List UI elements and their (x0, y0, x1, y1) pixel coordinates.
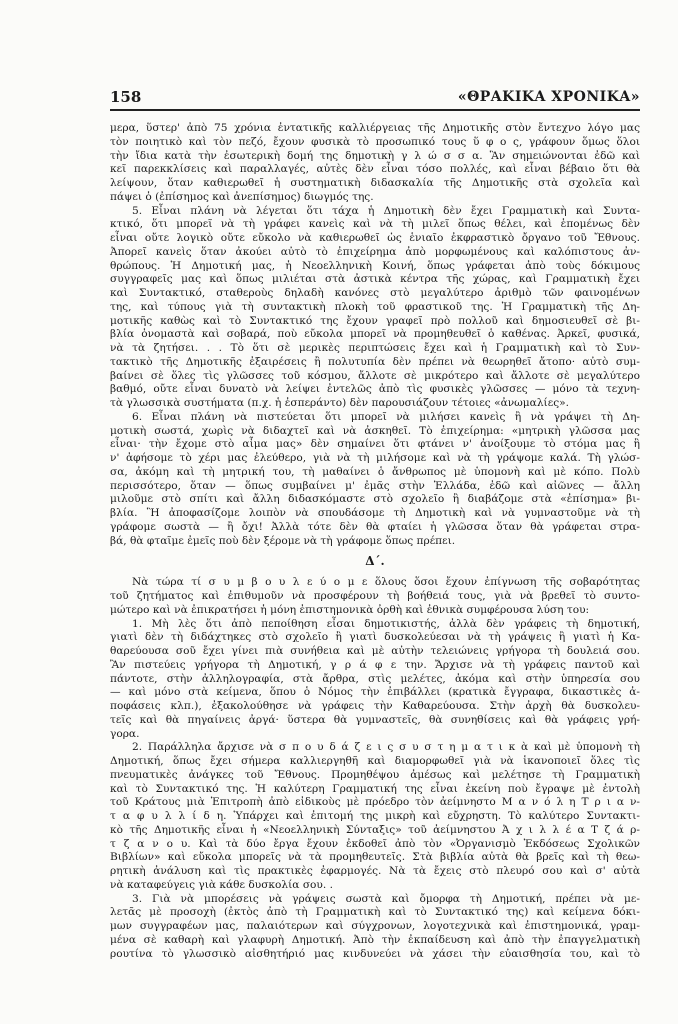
article-body (110, 122, 640, 961)
text-line: Βιβλίων» καὶ εὔκολα μπορεῖς νὰ τὰ προμηθευτεῖς. Στὰ βιβλία αὐτὰ θὰ βρεῖς καὶ τὴ θεω- (110, 851, 640, 864)
text-line: λείψουν, ὅταν καθιερωθεῖ ἡ συστηματικὴ διδασκαλία τῆς Δημοτικῆς στὰ σχολεῖα καὶ (110, 177, 640, 189)
text-line: γιατὶ δὲν τὴ διδάχτηκες στὸ σχολεῖο ἢ γιατὶ δυσκολεύεσαι νὰ τὴ γράψεις ἢ γιατὶ ἡ Κα- (110, 631, 640, 644)
text-line: πνευματικὲς ἀνάγκες τοῦ Ἔθνους. Προμηθέψου ἀμέσως καὶ μελέτησε τὴ Γραμματικὴ (110, 768, 640, 781)
text-line: βαίνει σὲ ὅλες τὶς γλῶσσες τοῦ κόσμου, ἄλλοτε σὲ μικρότερο καὶ ἄλλοτε σὲ μεγαλύτερο (110, 369, 640, 382)
text-line: σα, ἀκόμη καὶ τὴ μητρική του, τὴ μαθαίνει ὁ ἄνθρωπος μὲ ὑπομονὴ καὶ μὲ κόπο. Πολὺ (110, 465, 640, 478)
text-line: ρουτίνα τὸ γλωσσικὸ αἰσθητήριό μας κινδυνεύει νὰ χάσει τὴν εὐαισθησία του, καὶ τὸ (110, 947, 640, 960)
text-line: Ἂν πιστεύεις γρήγορα τὴ Δημοτική, γ ρ ά φ ε την. Ἄρχισε νὰ τὴ γράφεις παντοῦ καὶ (110, 658, 640, 671)
text-line: γορα. (110, 727, 140, 740)
text-line: Νὰ τώρα τί σ υ μ β ο υ λ ε ύ ο μ ε ὅλους ὅσοι ἔχουν ἐπίγνωση τῆς σοβαρότητας (132, 576, 640, 589)
text-line: τὰ γλωσσικὰ συστήματα (π.χ. ἡ ἐσπεράντο) δὲν παρουσιάζουν τέτοιες «ἀνωμαλίες». (110, 397, 569, 409)
text-line: λετᾶς μὲ προσοχὴ (ἐκτὸς ἀπὸ τὴ Γραμματικὴ καὶ τὸ Συντακτικό της) καὶ κείμενα δόκι- (110, 906, 640, 919)
text-line: Ἀπορεῖ κανεὶς ὅταν ἀκούει αὐτὸ τὸ ἐπιχείρημα ἀπὸ μορφωμένους καὶ καλόπιστους ἀν- (110, 245, 640, 258)
text-line: τὴν ἴδια κατὰ τὴν ἐσωτερικὴ δομή της δημοτικὴ γ λ ώ σ σ α. Ἂν σημειώνονται ἐδῶ καὶ (110, 149, 640, 162)
text-line: τοῦ Κράτους μιὰ Ἐπιτροπὴ ἀπὸ εἰδικοὺς μὲ πρόεδρο τὸν ἀείμνηστο Μ α ν ό λ η Τ ρ ι α ν- (110, 796, 640, 809)
text-line: περισσότερο, ὅταν — ὅπως συμβαίνει μ' ἐμᾶς στὴν Ἑλλάδα, ἐδῶ καὶ αἰῶνες — ἄλλη (110, 479, 640, 492)
text-line: καὶ τὸ Συντακτικό της. Ἡ καλύτερη Γραμματική της εἶναι ἐκείνη ποὺ ἔγραψε μὲ ἐντολὴ (110, 782, 640, 795)
text-line: τακτικὸ τῆς Δημοτικῆς ἐξαιρέσεις ἢ πολυτυπία δὲν πρέπει νὰ θεωρηθεῖ ἄτοπο· αὐτὸ συμ- (110, 355, 640, 368)
text-line: βλία ὀνομαστὰ καὶ σοβαρά, ποὺ εὔκολα μπορεῖ νὰ προμηθευθεῖ ὁ καθένας. Ἀρκεῖ, φυσικά, (110, 328, 640, 341)
text-line: ποφάσεις κλπ.), ἐξακολούθησε νὰ γράφεις τὴν Καθαρεύουσα. Στὴν ἀρχὴ θὰ δυσκολευ- (110, 700, 640, 712)
text-line: εἶναι· τὴν ἔχομε στὸ αἷμα μας» δὲν σημαίνει ὅτι φτάνει ν' ἀνοίξουμε τὸ στόμα μας ἢ (110, 438, 640, 451)
paragraph (110, 893, 640, 962)
text-line: θρώπους. Ἡ Δημοτική μας, ἡ Νεοελληνικὴ Κοινή, ὅπως γράφεται ἀπὸ τοὺς δόκιμους (110, 259, 640, 272)
paragraph (110, 411, 640, 549)
text-line: νὰ καταφεύγεις γιὰ κάθε δυσκολία σου. . (110, 878, 333, 891)
text-line: βαθμό, οὔτε εἶναι δυνατὸ νὰ λείψει ἐντελῶς ἀπὸ τὶς φυσικὲς γλῶσσες — μόνο τὰ τεχνη- (110, 383, 640, 396)
text-line: γράφομε σωστὰ — ἢ ὄχι! Ἀλλὰ τότε δὲν θὰ φταίει ἡ γλῶσσα ὅταν θὰ γράφεται στρα- (110, 520, 640, 533)
text-line: τ ζ α ν ο υ. Καὶ τὰ δύο ἔργα ἔχουν ἐκδοθεῖ ἀπὸ τὸν «Ὀργανισμὸ Ἐκδόσεως Σχολικῶν (110, 837, 640, 850)
paragraph (110, 618, 640, 742)
text-line: μιλοῦμε στὸ σπίτι καὶ ἄλλη διδασκόμαστε στὸ σχολεῖο ἢ διαβάζομε στὰ «ἐπίσημα» βι- (110, 493, 640, 506)
text-line: μένα σὲ καθαρὴ καὶ γλαφυρὴ Δημοτική. Ἀπὸ τὴν ἐκπαίδευση καὶ ἀπὸ τὴν ἐπαγγελματικὴ (110, 933, 640, 946)
text-line: 3. Γιὰ νὰ μπορέσεις νὰ γράψεις σωστὰ καὶ ὄμορφα τὴ Δημοτική, πρέπει νὰ με- (132, 892, 640, 905)
paragraph (110, 741, 640, 892)
page-number: 158 (110, 88, 142, 106)
text-line: κεῖ παρεκκλίσεις καὶ παραλλαγές, αὐτὲς δὲν εἶναι τόσο πολλές, καὶ εἶναι βέβαιο ὅτι θὰ (110, 163, 640, 176)
text-line: πάντοτε, στὴν ἀλληλογραφία, στὰ ἄρθρα, στὶς μελέτες, ἀκόμα καὶ στὴν ὑπηρεσία σου (110, 672, 640, 685)
text-line: μοτικῆς καθὼς καὶ τὸ Συντακτικό της ἔχουν γραφεῖ πρὸ πολλοῦ καὶ δημοσιευθεῖ σὲ βι- (110, 314, 640, 327)
text-line: νὰ τὰ ζητήσει. . . Τὸ ὅτι σὲ μερικὲς περιπτώσεις ἔχει καὶ ἡ Γραμματικὴ καὶ τὸ Συν- (110, 342, 640, 354)
text-line: θαρεύουσα σοῦ ἔχει γίνει πιὰ συνήθεια καὶ μὲ αὐτὴν τελειώνεις γρήγορα τὴ δουλειά σου. (110, 645, 640, 657)
text-line: 2. Παράλληλα ἄρχισε νὰ σ π ο υ δ ά ζ ε ι ς σ υ σ τ η μ α τ ι κ ὰ καὶ μὲ ὑπομονὴ τὴ (132, 741, 640, 754)
text-line: καὶ Συντακτικό, σταθεροὺς δηλαδὴ κανόνες στὸ μεγαλύτερο ἀριθμὸ τῶν φαινομένων (110, 287, 640, 299)
text-line: 1. Μὴ λὲς ὅτι ἀπὸ πεποίθηση εἶσαι δημοτικιστής, ἀλλὰ δὲν γράφεις τὴ δημοτική, (132, 617, 640, 630)
text-line: κτικό, ὅτι μπορεῖ νὰ τὴ γράφει κανεὶς καὶ νὰ τὴ μιλεῖ ὅπως θέλει, καὶ ἑπομένως δὲν (110, 218, 640, 231)
text-line: εἶναι οὔτε λογικὸ οὔτε εὔκολο νὰ καθιερωθεῖ ὡς ἑνιαῖο ἐκφραστικὸ ὄργανο τοῦ Ἔθνους. (110, 232, 640, 244)
text-line: μων συγγραφέων μας, παλαιότερων καὶ σύγχρονων, λογοτεχνικὰ καὶ ἐπιστημονικά, γραμ- (110, 920, 640, 932)
text-line: πάψει ὁ (ἐπίσημος καὶ ἀνεπίσημος) διωγμός της. (110, 190, 374, 203)
text-line: κὸ τῆς Δημοτικῆς εἶναι ἡ «Νεοελληνικὴ Σύνταξις» τοῦ ἀείμνηστου Ἀ χ ι λ λ έ α Τ ζ ά ρ- (110, 823, 640, 836)
text-line: 5. Εἶναι πλάνη νὰ λέγεται ὅτι τάχα ἡ Δημοτικὴ δὲν ἔχει Γραμματικὴ καὶ Συντα- (132, 204, 640, 217)
paragraph (110, 122, 640, 205)
paragraph (110, 576, 640, 617)
text-line: της, καὶ τύπους γιὰ τὴ συντακτικὴ πλοκὴ τοῦ φραστικοῦ της. Ἡ Γραμματικὴ τῆς Δη- (110, 300, 640, 313)
text-line: ρητικὴ ἀνάλυση καὶ τὶς πρακτικὲς ἐφαρμογές. Νὰ τὰ ἔχεις στὸ πλευρό σου καὶ σ' αὐτὰ (110, 865, 640, 877)
running-header (110, 88, 640, 106)
text-line: τεῖς καὶ θὰ πηγαίνεις ἀργά· ὕστερα θὰ γυμναστεῖς, θὰ συνηθίσεις καὶ θὰ γράφεις γρή- (110, 713, 640, 726)
text-line: τὸν ποιητικὸ καὶ τὸν πεζό, ἔχουν φυσικὰ τὸ προσωπικό τους ὕ φ ο ς, γράφουν ὅμως ὅλοι (110, 135, 640, 148)
text-line: βλία. Ἢ ἀποφασίζομε λοιπὸν νὰ σπουδάσομε τὴ Δημοτικὴ καὶ νὰ γυμναστοῦμε νὰ τὴ (110, 507, 640, 519)
text-line: μερα, ὕστερ' ἀπὸ 75 χρόνια ἐντατικῆς καλλιέργειας τῆς Δημοτικῆς στὸν ἔντεχνο λόγο μας (110, 122, 640, 134)
text-line: τ α φ υ λ λ ί δ η. Ὑπάρχει καὶ ἐπιτομή της μικρὴ καὶ εὔχρηστη. Τὸ καλύτερο Συντακτι- (110, 810, 640, 822)
text-line: — καὶ μόνο στὰ κείμενα, ὅπου ὁ Νόμος τὴν ἐπιβάλλει (κρατικὰ ἔγγραφα, δικαστικὲς ἀ- (110, 686, 640, 699)
text-line: βά, θὰ φταῖμε ἐμεῖς ποὺ δὲν ξέρομε νὰ τὴ γράφομε ὅπως πρέπει. (110, 534, 456, 547)
section-heading: Δ΄. (365, 554, 385, 569)
header-rule (110, 109, 640, 111)
text-line: Δημοτική, ὅπως ἔχει σήμερα καλλιεργηθῆ καὶ διαμορφωθεῖ γιὰ νὰ ἱκανοποιεῖ ὅλες τὶς (110, 755, 640, 767)
paragraph (110, 205, 640, 411)
text-line: συγγραφεῖς μας καὶ ὅπως μιλιέται στὰ ἀστικὰ κέντρα τῆς χώρας, καὶ Γραμματικὴ ἔχει (110, 273, 640, 286)
text-line: τοῦ ζητήματος καὶ ἐπιθυμοῦν νὰ προσφέρουν τὴ βοήθειά τους, γιὰ νὰ βρεθεῖ τὸ συντο- (110, 590, 640, 602)
text-line: ν' ἀφήσομε τὸ χέρι μας ἐλεύθερο, γιὰ νὰ τὴ μιλήσομε καὶ νὰ τὴ γράψομε καλά. Τὴ γλώσ- (110, 452, 640, 464)
text-line: μώτερο καὶ νὰ ἐπικρατήσει ἡ μόνη ἐπιστημονικὰ ὀρθὴ καὶ ἐθνικὰ συμφέρουσα λύση του: (110, 603, 590, 616)
journal-title: «ΘΡΑΚΙΚΑ ΧΡΟΝΙΚΑ» (457, 89, 640, 105)
text-line: μοτικὴ σωστά, χωρὶς νὰ διδαχτεῖ καὶ νὰ ἀσκηθεῖ. Τὸ ἐπιχείρημα: «μητρικὴ γλῶσσα μας (110, 424, 640, 437)
text-line: 6. Εἶναι πλάνη νὰ πιστεύεται ὅτι μπορεῖ νὰ μιλήσει κανεὶς ἢ νὰ γράψει τὴ Δη- (132, 410, 640, 423)
